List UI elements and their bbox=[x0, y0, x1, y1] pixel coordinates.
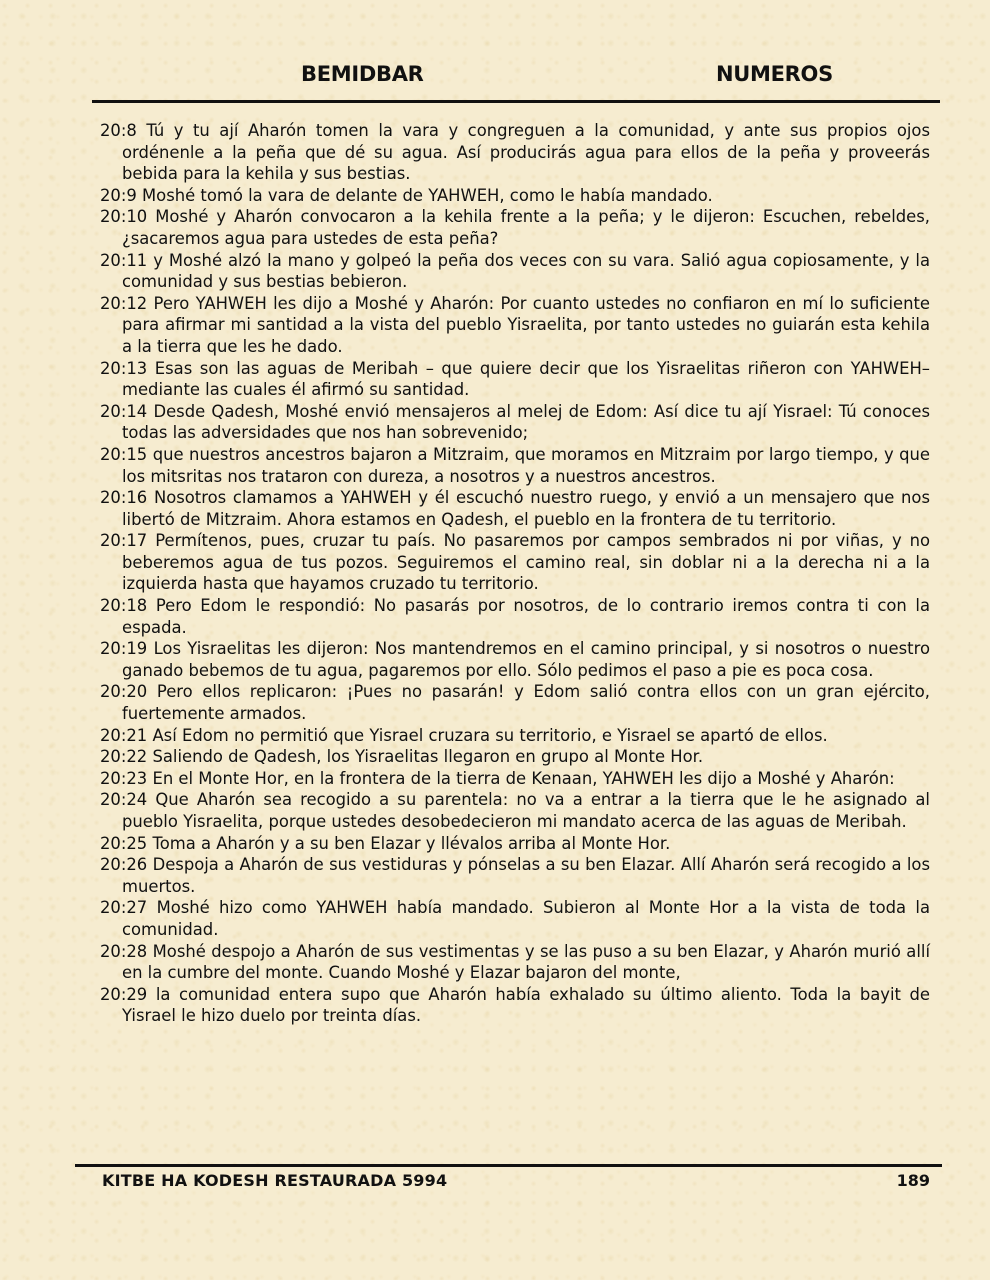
verse-text: Pero YAHWEH les dijo a Moshé y Aharón: Por cuanto ustedes no confiaron en mí lo suficiente para afirmar mi santidad a la vista del pueblo Yisraelita, por tanto ustedes no guiarán esta kehila a la tierra que les he dado. bbox=[122, 293, 930, 356]
verse-text: Despoja a Aharón de sus vestiduras y pónselas a su ben Elazar. Allí Aharón será recogido a los muertos. bbox=[122, 855, 930, 896]
verse-item bbox=[100, 897, 930, 940]
verse-item bbox=[100, 358, 930, 401]
verse-item bbox=[100, 681, 930, 724]
verse-reference: 20:13 bbox=[100, 358, 148, 378]
verse-reference: 20:9 bbox=[100, 185, 137, 205]
verse-item bbox=[100, 638, 930, 681]
verse-item bbox=[100, 854, 930, 897]
verse-item bbox=[100, 120, 930, 185]
verse-item bbox=[100, 941, 930, 984]
verse-text: Así Edom no permitió que Yisrael cruzara su territorio, e Yisrael se apartó de ellos. bbox=[152, 725, 828, 745]
verse-reference: 20:28 bbox=[100, 941, 148, 961]
verse-text: Esas son las aguas de Meribah – que quiere decir que los Yisraelitas riñeron con YAHWEH– mediante las cuales él afirmó su santidad. bbox=[122, 358, 930, 400]
verse-item bbox=[100, 293, 930, 358]
verse-text: Moshé y Aharón convocaron a la kehila frente a la peña; y le dijeron: Escuchen, rebeldes, ¿sacaremos agua para ustedes de esta peña? bbox=[122, 207, 930, 248]
verse-item bbox=[100, 444, 930, 487]
book-title-hebrew: BEMIDBAR bbox=[301, 62, 424, 86]
verse-reference: 20:14 bbox=[100, 401, 148, 421]
verse-item bbox=[100, 768, 930, 790]
book-title-spanish: NUMEROS bbox=[716, 62, 833, 86]
verse-reference: 20:16 bbox=[100, 488, 148, 508]
verse-reference: 20:18 bbox=[100, 596, 148, 616]
verse-item bbox=[100, 185, 930, 207]
verse-reference: 20:17 bbox=[100, 531, 148, 551]
verse-text: Saliendo de Qadesh, los Yisraelitas llegaron en grupo al Monte Hor. bbox=[152, 747, 704, 767]
verse-reference: 20:10 bbox=[100, 207, 148, 227]
verse-item bbox=[100, 487, 930, 530]
verse-text: y Moshé alzó la mano y golpeó la peña dos veces con su vara. Salió agua copiosamente, y la comunidad y sus bestias bebieron. bbox=[122, 250, 931, 292]
verse-item bbox=[100, 746, 930, 768]
verse-text: que nuestros ancestros bajaron a Mitzraim, que moramos en Mitzraim por largo tiempo, y que los mitsritas nos trataron con dureza, a nosotros y a nuestros ancestros. bbox=[122, 444, 930, 486]
page-header bbox=[92, 62, 940, 100]
verse-reference: 20:15 bbox=[100, 444, 148, 464]
verse-reference: 20:8 bbox=[100, 121, 137, 140]
verse-list bbox=[100, 120, 930, 1027]
footer-title: KITBE HA KODESH RESTAURADA 5994 bbox=[102, 1171, 448, 1190]
verse-text: Moshé hizo como YAHWEH había mandado. Subieron al Monte Hor a la vista de toda la comunidad. bbox=[122, 898, 930, 939]
verse-text: Que Aharón sea recogido a su parentela: no va a entrar a la tierra que le he asignado al pueblo Yisraelita, porque ustedes desobedecieron mi mandato acerca de las aguas de Meribah. bbox=[122, 790, 930, 831]
verse-reference: 20:19 bbox=[100, 639, 148, 659]
page-number: 189 bbox=[896, 1171, 930, 1190]
verse-text: la comunidad entera supo que Aharón había exhalado su último aliento. Toda la bayit de Yisrael le hizo duelo por treinta días. bbox=[122, 984, 930, 1026]
verse-reference: 20:25 bbox=[100, 833, 148, 853]
footer-divider bbox=[75, 1164, 942, 1167]
verse-reference: 20:11 bbox=[100, 250, 148, 270]
verse-text: Los Yisraelitas les dijeron: Nos mantendremos en el camino principal, y si nosotros o nuestro ganado bebemos de tu agua, pagaremos por ello. Sólo pedimos el paso a pie es poca cosa. bbox=[122, 639, 930, 680]
verse-text: Pero Edom le respondió: No pasarás por nosotros, de lo contrario iremos contra ti con la espada. bbox=[122, 596, 930, 637]
verse-text: Nosotros clamamos a YAHWEH y él escuchó nuestro ruego, y envió a un mensajero que nos libertó de Mitzraim. Ahora estamos en Qadesh, el pueblo en la frontera de tu territorio. bbox=[122, 488, 930, 529]
verse-reference: 20:12 bbox=[100, 293, 148, 313]
verse-reference: 20:23 bbox=[100, 768, 148, 788]
verse-text: En el Monte Hor, en la frontera de la tierra de Kenaan, YAHWEH les dijo a Moshé y Aharón: bbox=[152, 768, 895, 788]
verse-item bbox=[100, 206, 930, 249]
verse-text: Tú y tu ají Aharón tomen la vara y congreguen a la comunidad, y ante sus propios ojos ordénenle a la peña que dé su agua. Así producirás agua para ellos de la peña y proveerás bebida para la kehila y sus bestias. bbox=[122, 121, 930, 184]
verse-item bbox=[100, 833, 930, 855]
verse-item bbox=[100, 530, 930, 595]
verse-item bbox=[100, 250, 930, 293]
verse-item bbox=[100, 595, 930, 638]
verse-reference: 20:24 bbox=[100, 790, 148, 810]
verse-item bbox=[100, 984, 930, 1027]
verse-reference: 20:26 bbox=[100, 855, 148, 875]
verse-text: Toma a Aharón y a su ben Elazar y llévalos arriba al Monte Hor. bbox=[152, 833, 671, 853]
verse-item bbox=[100, 401, 930, 444]
verse-reference: 20:20 bbox=[100, 682, 148, 702]
verse-text: Pero ellos replicaron: ¡Pues no pasarán! y Edom salió contra ellos con un gran ejército, fuertemente armados. bbox=[122, 682, 930, 724]
verse-text: Moshé despojo a Aharón de sus vestimentas y se las puso a su ben Elazar, y Aharón murió allí en la cumbre del monte. Cuando Moshé y Elazar bajaron del monte, bbox=[122, 941, 930, 983]
verse-reference: 20:21 bbox=[100, 725, 148, 745]
verse-reference: 20:22 bbox=[100, 747, 148, 767]
verse-text: Permítenos, pues, cruzar tu país. No pasaremos por campos sembrados ni por viñas, y no beberemos agua de tus pozos. Seguiremos el camino real, sin doblar ni a la derecha ni a la izquierda hasta que hayamos cruzado tu territorio. bbox=[122, 531, 930, 594]
verse-text: Desde Qadesh, Moshé envió mensajeros al melej de Edom: Así dice tu ají Yisrael: Tú conoces todas las adversidades que nos han sobrevenido; bbox=[122, 401, 930, 443]
verse-text: Moshé tomó la vara de delante de YAHWEH, como le había mandado. bbox=[142, 185, 713, 205]
header-divider bbox=[92, 100, 940, 103]
verse-item bbox=[100, 725, 930, 747]
verse-reference: 20:29 bbox=[100, 984, 148, 1004]
verse-reference: 20:27 bbox=[100, 898, 148, 918]
verse-item bbox=[100, 789, 930, 832]
